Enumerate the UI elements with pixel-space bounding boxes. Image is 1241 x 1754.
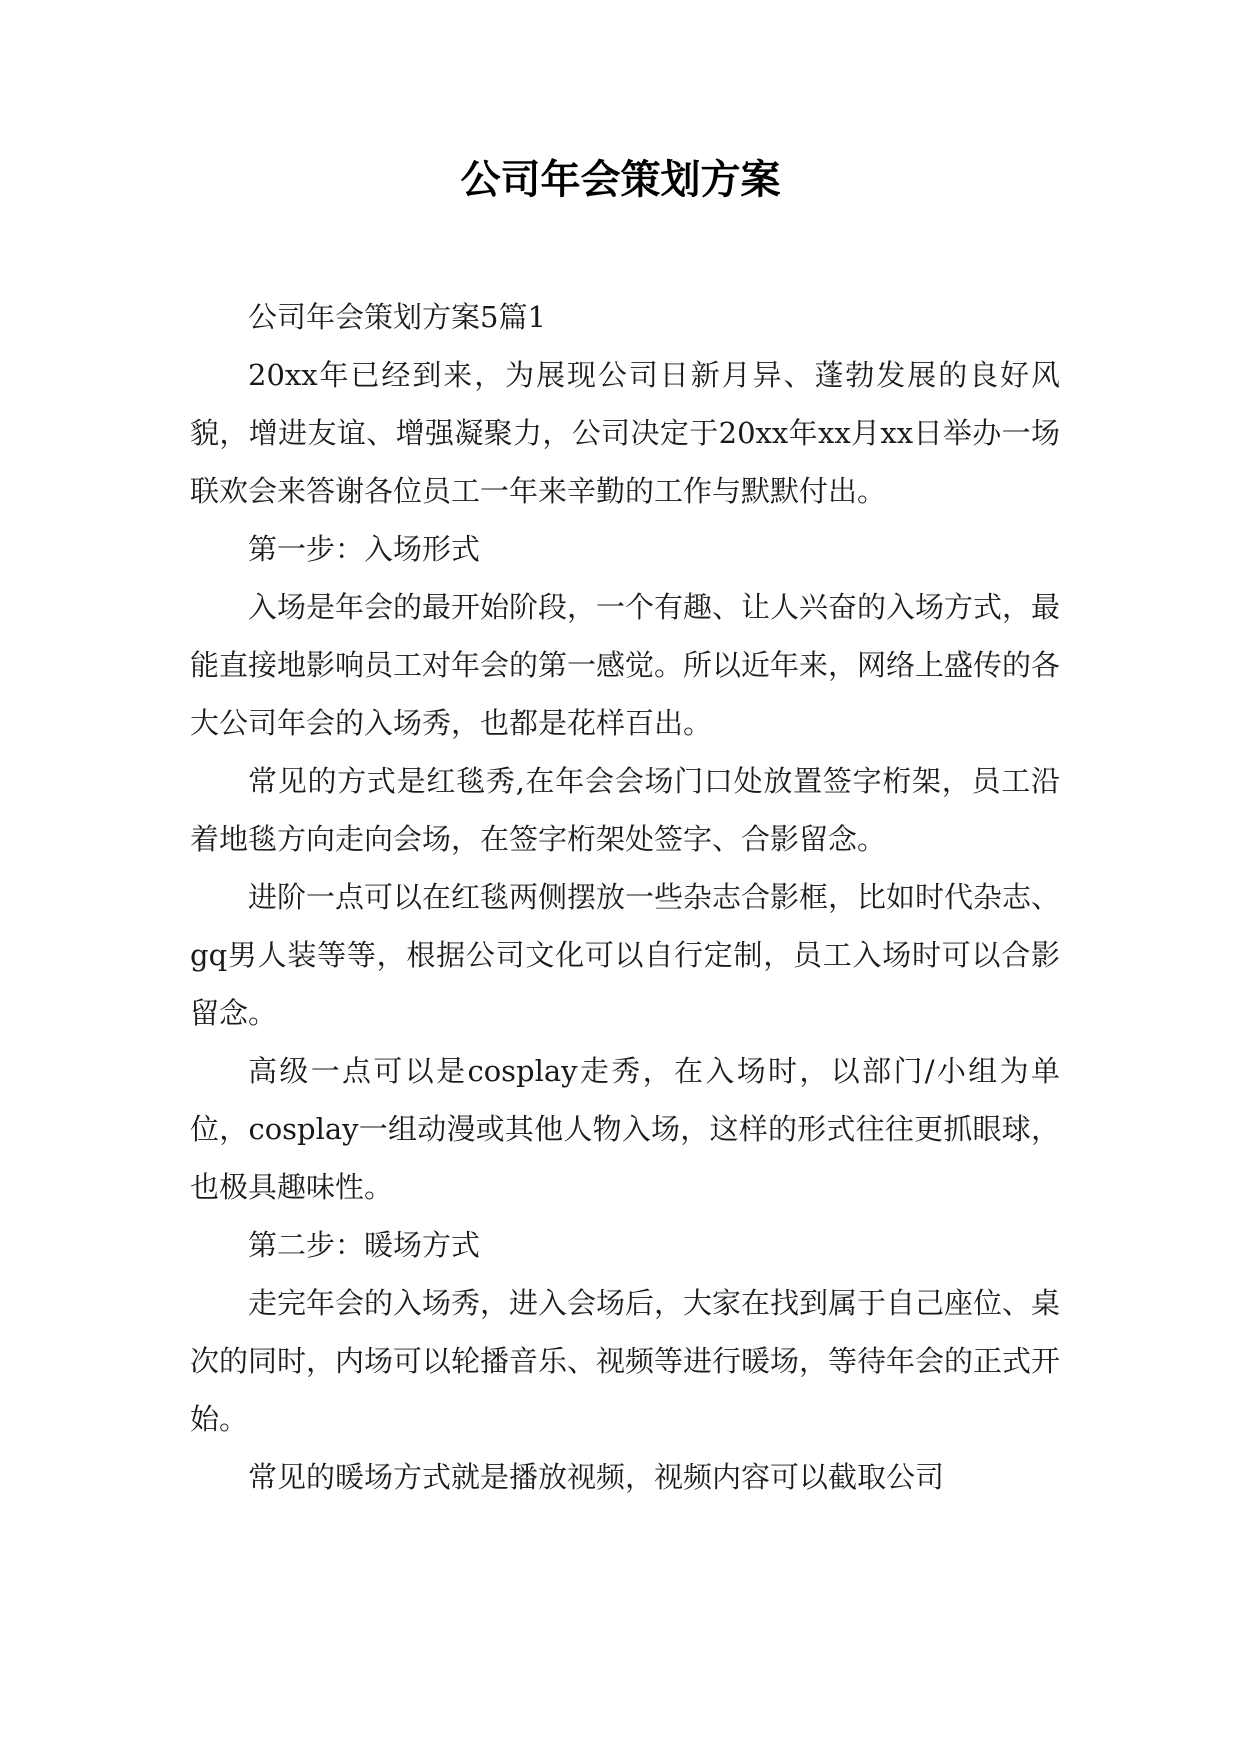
document-body — [190, 288, 1060, 1506]
paragraph: 高级一点可以是cosplay走秀，在入场时，以部门/小组为单位，cosplay一组动漫或其他人物入场，这样的形式往往更抓眼球，也极具趣味性。 — [190, 1054, 1060, 1204]
paragraph: 常见的暖场方式就是播放视频，视频内容可以截取公司 — [248, 1460, 945, 1494]
paragraph-step-1-heading: 第一步：入场形式 — [248, 532, 481, 566]
paragraph-step-2-heading: 第二步：暖场方式 — [248, 1228, 481, 1262]
paragraph: 进阶一点可以在红毯两侧摆放一些杂志合影框，比如时代杂志、gq男人装等等，根据公司文化可以自行定制，员工入场时可以合影留念。 — [190, 880, 1061, 1030]
paragraph: 走完年会的入场秀，进入会场后，大家在找到属于自己座位、桌次的同时，内场可以轮播音乐、视频等进行暖场，等待年会的正式开始。 — [190, 1286, 1061, 1436]
paragraph: 入场是年会的最开始阶段，一个有趣、让人兴奋的入场方式，最能直接地影响员工对年会的第一感觉。所以近年来，网络上盛传的各大公司年会的入场秀，也都是花样百出。 — [190, 590, 1061, 740]
document-title: 公司年会策划方案 — [460, 157, 781, 203]
paragraph-heading-1: 公司年会策划方案5篇1 — [248, 300, 546, 334]
paragraph: 常见的方式是红毯秀,在年会会场门口处放置签字桁架，员工沿着地毯方向走向会场，在签字桁架处签字、合影留念。 — [190, 764, 1060, 856]
paragraph-intro: 20xx年已经到来，为展现公司日新月异、蓬勃发展的良好风貌，增进友谊、增强凝聚力，公司决定于20xx年xx月xx日举办一场联欢会来答谢各位员工一年来辛勤的工作与默默付出。 — [190, 358, 1060, 508]
